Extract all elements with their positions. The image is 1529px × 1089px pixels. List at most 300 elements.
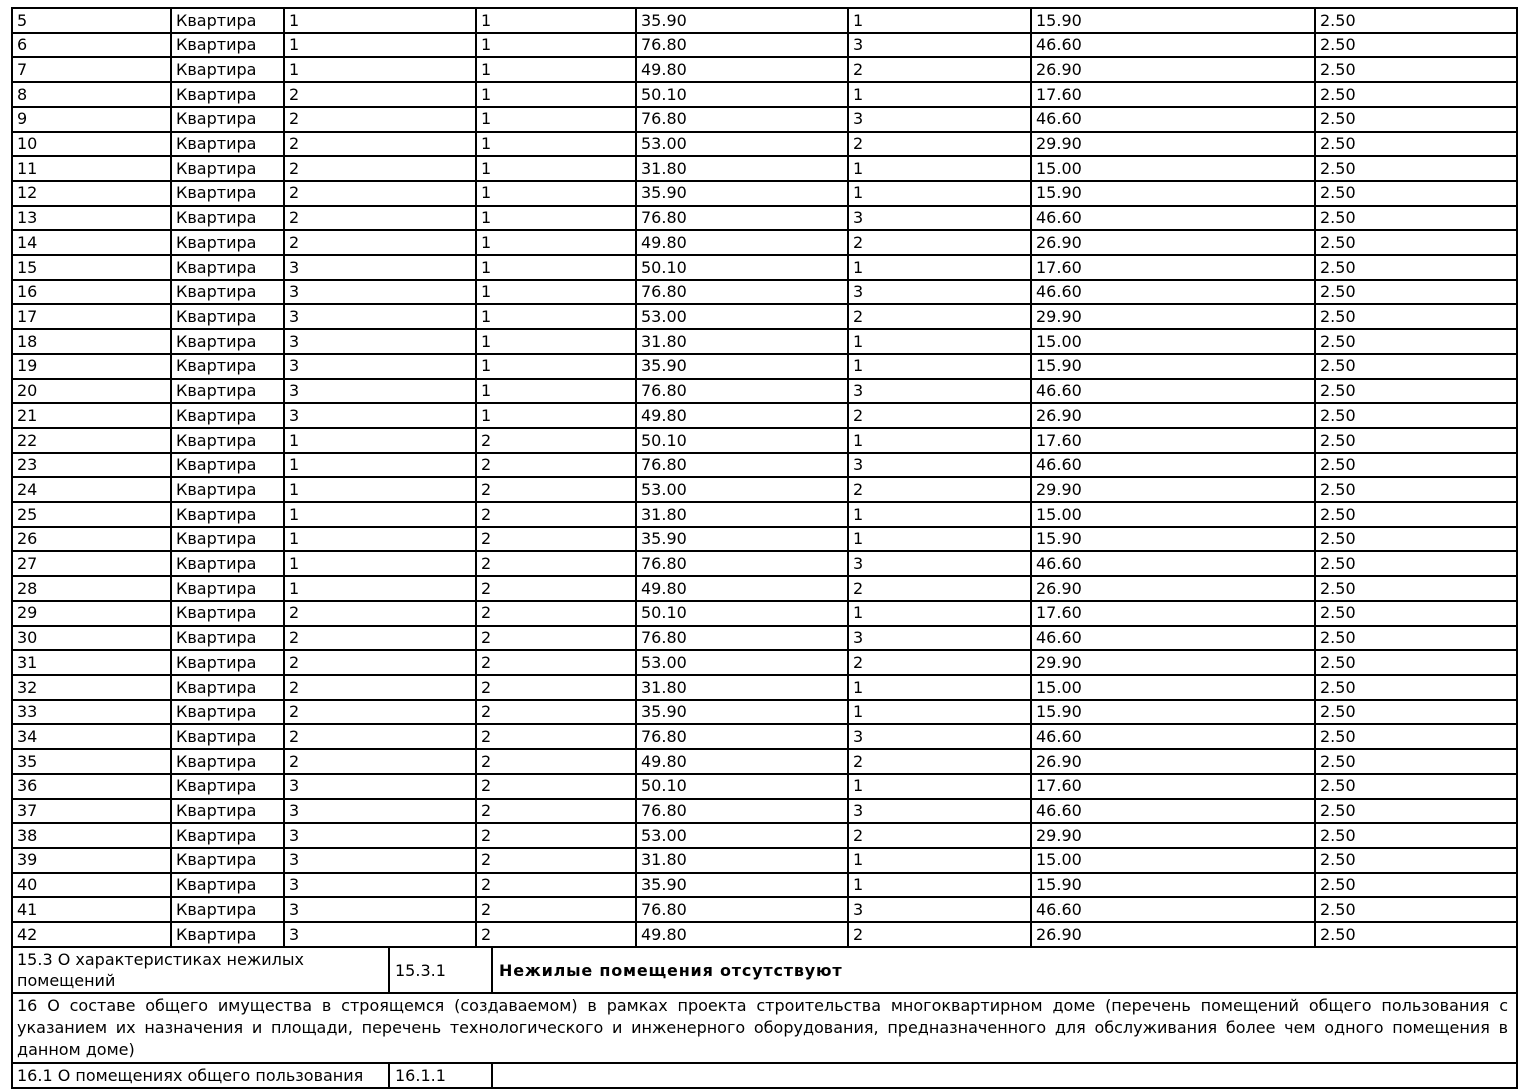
apartments-table bbox=[11, 7, 1518, 948]
cell-floor: 2 bbox=[284, 724, 476, 749]
table-row bbox=[12, 601, 1517, 626]
table-row bbox=[12, 82, 1517, 107]
cell-living: 46.60 bbox=[1031, 379, 1315, 404]
cell-entrance: 1 bbox=[476, 8, 636, 33]
cell-entrance: 1 bbox=[476, 33, 636, 58]
cell-n: 18 bbox=[12, 329, 171, 354]
cell-n: 30 bbox=[12, 626, 171, 651]
cell-entrance: 1 bbox=[476, 230, 636, 255]
cell-area: 53.00 bbox=[636, 304, 848, 329]
cell-height: 2.50 bbox=[1315, 502, 1517, 527]
cell-type: Квартира bbox=[171, 873, 284, 898]
cell-height: 2.50 bbox=[1315, 576, 1517, 601]
cell-entrance: 2 bbox=[476, 527, 636, 552]
cell-n: 21 bbox=[12, 403, 171, 428]
cell-n: 42 bbox=[12, 922, 171, 947]
table-row bbox=[12, 354, 1517, 379]
cell-type: Квартира bbox=[171, 354, 284, 379]
cell-rooms: 1 bbox=[848, 8, 1031, 33]
section-16-row bbox=[12, 993, 1517, 1063]
cell-entrance: 2 bbox=[476, 848, 636, 873]
cell-floor: 2 bbox=[284, 230, 476, 255]
cell-living: 46.60 bbox=[1031, 206, 1315, 231]
cell-floor: 3 bbox=[284, 873, 476, 898]
cell-floor: 3 bbox=[284, 354, 476, 379]
cell-height: 2.50 bbox=[1315, 206, 1517, 231]
table-row bbox=[12, 502, 1517, 527]
table-row bbox=[12, 527, 1517, 552]
cell-rooms: 3 bbox=[848, 724, 1031, 749]
cell-entrance: 2 bbox=[476, 650, 636, 675]
cell-n: 38 bbox=[12, 823, 171, 848]
cell-n: 34 bbox=[12, 724, 171, 749]
cell-type: Квартира bbox=[171, 181, 284, 206]
cell-floor: 2 bbox=[284, 156, 476, 181]
cell-rooms: 1 bbox=[848, 774, 1031, 799]
cell-type: Квартира bbox=[171, 453, 284, 478]
cell-floor: 1 bbox=[284, 551, 476, 576]
cell-entrance: 1 bbox=[476, 82, 636, 107]
cell-height: 2.50 bbox=[1315, 304, 1517, 329]
cell-entrance: 2 bbox=[476, 576, 636, 601]
cell-type: Квартира bbox=[171, 502, 284, 527]
cell-living: 29.90 bbox=[1031, 477, 1315, 502]
cell-rooms: 2 bbox=[848, 403, 1031, 428]
cell-floor: 3 bbox=[284, 255, 476, 280]
cell-entrance: 1 bbox=[476, 379, 636, 404]
table-row bbox=[12, 132, 1517, 157]
cell-rooms: 2 bbox=[848, 57, 1031, 82]
table-row bbox=[12, 230, 1517, 255]
cell-area: 50.10 bbox=[636, 428, 848, 453]
section-15-3-code: 15.3.1 bbox=[389, 947, 492, 993]
cell-height: 2.50 bbox=[1315, 403, 1517, 428]
cell-type: Квартира bbox=[171, 897, 284, 922]
cell-rooms: 2 bbox=[848, 922, 1031, 947]
cell-type: Квартира bbox=[171, 33, 284, 58]
cell-living: 15.00 bbox=[1031, 502, 1315, 527]
cell-area: 49.80 bbox=[636, 922, 848, 947]
cell-type: Квартира bbox=[171, 601, 284, 626]
cell-type: Квартира bbox=[171, 8, 284, 33]
table-row bbox=[12, 304, 1517, 329]
cell-rooms: 1 bbox=[848, 527, 1031, 552]
cell-floor: 3 bbox=[284, 774, 476, 799]
cell-rooms: 1 bbox=[848, 848, 1031, 873]
cell-living: 17.60 bbox=[1031, 82, 1315, 107]
cell-floor: 1 bbox=[284, 527, 476, 552]
table-row bbox=[12, 823, 1517, 848]
cell-n: 26 bbox=[12, 527, 171, 552]
cell-living: 15.90 bbox=[1031, 527, 1315, 552]
cell-rooms: 2 bbox=[848, 230, 1031, 255]
cell-floor: 2 bbox=[284, 749, 476, 774]
cell-type: Квартира bbox=[171, 650, 284, 675]
cell-floor: 2 bbox=[284, 206, 476, 231]
cell-area: 50.10 bbox=[636, 82, 848, 107]
section-16-1-label: 16.1 О помещениях общего пользования bbox=[12, 1063, 389, 1088]
cell-rooms: 1 bbox=[848, 156, 1031, 181]
cell-floor: 3 bbox=[284, 897, 476, 922]
cell-living: 15.00 bbox=[1031, 848, 1315, 873]
cell-height: 2.50 bbox=[1315, 799, 1517, 824]
cell-rooms: 3 bbox=[848, 626, 1031, 651]
table-row bbox=[12, 156, 1517, 181]
table-row bbox=[12, 379, 1517, 404]
cell-entrance: 2 bbox=[476, 477, 636, 502]
table-row bbox=[12, 749, 1517, 774]
cell-area: 53.00 bbox=[636, 132, 848, 157]
cell-floor: 3 bbox=[284, 848, 476, 873]
table-row bbox=[12, 848, 1517, 873]
cell-type: Квартира bbox=[171, 156, 284, 181]
cell-n: 7 bbox=[12, 57, 171, 82]
cell-type: Квартира bbox=[171, 230, 284, 255]
cell-type: Квартира bbox=[171, 626, 284, 651]
cell-n: 23 bbox=[12, 453, 171, 478]
cell-area: 50.10 bbox=[636, 255, 848, 280]
cell-n: 25 bbox=[12, 502, 171, 527]
table-row bbox=[12, 799, 1517, 824]
cell-type: Квартира bbox=[171, 848, 284, 873]
cell-height: 2.50 bbox=[1315, 156, 1517, 181]
cell-rooms: 1 bbox=[848, 873, 1031, 898]
cell-area: 31.80 bbox=[636, 675, 848, 700]
cell-n: 8 bbox=[12, 82, 171, 107]
table-row bbox=[12, 453, 1517, 478]
cell-type: Квартира bbox=[171, 428, 284, 453]
cell-height: 2.50 bbox=[1315, 379, 1517, 404]
cell-height: 2.50 bbox=[1315, 428, 1517, 453]
cell-n: 19 bbox=[12, 354, 171, 379]
cell-n: 6 bbox=[12, 33, 171, 58]
cell-rooms: 1 bbox=[848, 354, 1031, 379]
cell-height: 2.50 bbox=[1315, 724, 1517, 749]
cell-area: 49.80 bbox=[636, 576, 848, 601]
cell-type: Квартира bbox=[171, 527, 284, 552]
cell-floor: 2 bbox=[284, 675, 476, 700]
cell-type: Квартира bbox=[171, 280, 284, 305]
cell-type: Квартира bbox=[171, 107, 284, 132]
cell-rooms: 3 bbox=[848, 107, 1031, 132]
cell-n: 22 bbox=[12, 428, 171, 453]
cell-height: 2.50 bbox=[1315, 823, 1517, 848]
cell-living: 26.90 bbox=[1031, 57, 1315, 82]
cell-height: 2.50 bbox=[1315, 82, 1517, 107]
cell-rooms: 3 bbox=[848, 897, 1031, 922]
cell-area: 31.80 bbox=[636, 502, 848, 527]
cell-entrance: 2 bbox=[476, 428, 636, 453]
cell-area: 31.80 bbox=[636, 848, 848, 873]
document-page bbox=[11, 7, 1518, 1089]
cell-height: 2.50 bbox=[1315, 626, 1517, 651]
cell-area: 76.80 bbox=[636, 724, 848, 749]
cell-floor: 2 bbox=[284, 82, 476, 107]
cell-area: 76.80 bbox=[636, 799, 848, 824]
table-row bbox=[12, 8, 1517, 33]
cell-rooms: 2 bbox=[848, 132, 1031, 157]
cell-rooms: 3 bbox=[848, 799, 1031, 824]
cell-living: 15.90 bbox=[1031, 8, 1315, 33]
cell-rooms: 2 bbox=[848, 749, 1031, 774]
table-row bbox=[12, 280, 1517, 305]
cell-n: 11 bbox=[12, 156, 171, 181]
cell-height: 2.50 bbox=[1315, 8, 1517, 33]
cell-type: Квартира bbox=[171, 379, 284, 404]
cell-n: 29 bbox=[12, 601, 171, 626]
cell-floor: 1 bbox=[284, 477, 476, 502]
table-row bbox=[12, 774, 1517, 799]
cell-floor: 1 bbox=[284, 453, 476, 478]
section-15-3-row bbox=[12, 947, 1517, 993]
cell-type: Квартира bbox=[171, 255, 284, 280]
cell-area: 35.90 bbox=[636, 8, 848, 33]
cell-n: 20 bbox=[12, 379, 171, 404]
cell-entrance: 1 bbox=[476, 329, 636, 354]
cell-floor: 2 bbox=[284, 601, 476, 626]
cell-n: 13 bbox=[12, 206, 171, 231]
cell-floor: 3 bbox=[284, 403, 476, 428]
cell-floor: 2 bbox=[284, 626, 476, 651]
cell-entrance: 2 bbox=[476, 700, 636, 725]
table-row bbox=[12, 551, 1517, 576]
cell-area: 53.00 bbox=[636, 477, 848, 502]
cell-floor: 2 bbox=[284, 700, 476, 725]
cell-area: 76.80 bbox=[636, 551, 848, 576]
cell-entrance: 2 bbox=[476, 626, 636, 651]
cell-living: 29.90 bbox=[1031, 650, 1315, 675]
cell-area: 49.80 bbox=[636, 230, 848, 255]
cell-n: 27 bbox=[12, 551, 171, 576]
cell-rooms: 3 bbox=[848, 206, 1031, 231]
cell-entrance: 1 bbox=[476, 354, 636, 379]
table-row bbox=[12, 181, 1517, 206]
cell-living: 17.60 bbox=[1031, 601, 1315, 626]
cell-living: 46.60 bbox=[1031, 107, 1315, 132]
cell-n: 24 bbox=[12, 477, 171, 502]
cell-rooms: 2 bbox=[848, 477, 1031, 502]
cell-living: 26.90 bbox=[1031, 403, 1315, 428]
table-row bbox=[12, 675, 1517, 700]
table-row bbox=[12, 922, 1517, 947]
cell-type: Квартира bbox=[171, 82, 284, 107]
cell-height: 2.50 bbox=[1315, 230, 1517, 255]
section-15-3-label: 15.3 О характеристиках нежилых помещений bbox=[12, 947, 389, 993]
cell-entrance: 1 bbox=[476, 132, 636, 157]
cell-rooms: 1 bbox=[848, 601, 1031, 626]
cell-living: 46.60 bbox=[1031, 897, 1315, 922]
table-row bbox=[12, 255, 1517, 280]
cell-living: 46.60 bbox=[1031, 551, 1315, 576]
cell-entrance: 1 bbox=[476, 57, 636, 82]
cell-entrance: 1 bbox=[476, 304, 636, 329]
cell-floor: 3 bbox=[284, 280, 476, 305]
table-row bbox=[12, 206, 1517, 231]
cell-floor: 3 bbox=[284, 922, 476, 947]
cell-living: 29.90 bbox=[1031, 132, 1315, 157]
cell-height: 2.50 bbox=[1315, 873, 1517, 898]
cell-living: 26.90 bbox=[1031, 922, 1315, 947]
cell-entrance: 2 bbox=[476, 823, 636, 848]
cell-living: 17.60 bbox=[1031, 428, 1315, 453]
table-row bbox=[12, 626, 1517, 651]
cell-living: 26.90 bbox=[1031, 230, 1315, 255]
cell-n: 12 bbox=[12, 181, 171, 206]
cell-height: 2.50 bbox=[1315, 551, 1517, 576]
section-16-1-value bbox=[492, 1063, 1517, 1088]
cell-entrance: 2 bbox=[476, 675, 636, 700]
cell-living: 15.00 bbox=[1031, 329, 1315, 354]
cell-height: 2.50 bbox=[1315, 675, 1517, 700]
cell-rooms: 1 bbox=[848, 181, 1031, 206]
cell-height: 2.50 bbox=[1315, 922, 1517, 947]
cell-entrance: 2 bbox=[476, 749, 636, 774]
cell-area: 49.80 bbox=[636, 403, 848, 428]
cell-floor: 3 bbox=[284, 329, 476, 354]
cell-n: 28 bbox=[12, 576, 171, 601]
cell-area: 35.90 bbox=[636, 700, 848, 725]
cell-rooms: 1 bbox=[848, 502, 1031, 527]
cell-area: 49.80 bbox=[636, 749, 848, 774]
cell-living: 17.60 bbox=[1031, 774, 1315, 799]
cell-entrance: 1 bbox=[476, 280, 636, 305]
cell-area: 35.90 bbox=[636, 873, 848, 898]
cell-rooms: 3 bbox=[848, 551, 1031, 576]
cell-rooms: 1 bbox=[848, 675, 1031, 700]
cell-living: 15.90 bbox=[1031, 873, 1315, 898]
cell-living: 29.90 bbox=[1031, 823, 1315, 848]
cell-living: 46.60 bbox=[1031, 453, 1315, 478]
cell-rooms: 1 bbox=[848, 329, 1031, 354]
cell-living: 46.60 bbox=[1031, 799, 1315, 824]
cell-entrance: 2 bbox=[476, 922, 636, 947]
cell-type: Квартира bbox=[171, 675, 284, 700]
cell-rooms: 3 bbox=[848, 280, 1031, 305]
cell-type: Квартира bbox=[171, 329, 284, 354]
cell-rooms: 2 bbox=[848, 650, 1031, 675]
cell-floor: 1 bbox=[284, 8, 476, 33]
cell-area: 76.80 bbox=[636, 453, 848, 478]
cell-entrance: 2 bbox=[476, 601, 636, 626]
cell-area: 76.80 bbox=[636, 33, 848, 58]
table-row bbox=[12, 576, 1517, 601]
cell-type: Квартира bbox=[171, 724, 284, 749]
cell-height: 2.50 bbox=[1315, 33, 1517, 58]
cell-rooms: 2 bbox=[848, 576, 1031, 601]
cell-area: 76.80 bbox=[636, 379, 848, 404]
apartments-table-body bbox=[12, 8, 1517, 947]
table-row bbox=[12, 897, 1517, 922]
section-16-1-row bbox=[12, 1063, 1517, 1088]
cell-floor: 3 bbox=[284, 799, 476, 824]
cell-height: 2.50 bbox=[1315, 527, 1517, 552]
cell-type: Квартира bbox=[171, 576, 284, 601]
cell-entrance: 1 bbox=[476, 255, 636, 280]
sections-table bbox=[11, 946, 1518, 1089]
cell-entrance: 2 bbox=[476, 724, 636, 749]
cell-living: 26.90 bbox=[1031, 576, 1315, 601]
cell-entrance: 1 bbox=[476, 156, 636, 181]
cell-n: 10 bbox=[12, 132, 171, 157]
cell-floor: 2 bbox=[284, 132, 476, 157]
cell-living: 17.60 bbox=[1031, 255, 1315, 280]
cell-type: Квартира bbox=[171, 749, 284, 774]
cell-type: Квартира bbox=[171, 799, 284, 824]
cell-rooms: 1 bbox=[848, 700, 1031, 725]
cell-type: Квартира bbox=[171, 551, 284, 576]
cell-type: Квартира bbox=[171, 774, 284, 799]
cell-area: 76.80 bbox=[636, 107, 848, 132]
cell-n: 41 bbox=[12, 897, 171, 922]
section-15-3-value: Нежилые помещения отсутствуют bbox=[492, 947, 1517, 993]
cell-type: Квартира bbox=[171, 700, 284, 725]
cell-floor: 1 bbox=[284, 576, 476, 601]
cell-living: 15.90 bbox=[1031, 354, 1315, 379]
cell-type: Квартира bbox=[171, 477, 284, 502]
cell-n: 16 bbox=[12, 280, 171, 305]
cell-height: 2.50 bbox=[1315, 848, 1517, 873]
cell-entrance: 2 bbox=[476, 774, 636, 799]
section-16-text: 16 О составе общего имущества в строящемся (создаваемом) в рамках проекта строительства многоквартирном доме (перечень помещений общего пользования с указанием их назначения и площади, перечень технологического и инженерного оборудования, предназначенного для обслуживания более чем одного помещения в данном доме) bbox=[12, 993, 1517, 1063]
cell-n: 32 bbox=[12, 675, 171, 700]
cell-floor: 1 bbox=[284, 57, 476, 82]
cell-height: 2.50 bbox=[1315, 774, 1517, 799]
cell-rooms: 3 bbox=[848, 453, 1031, 478]
cell-area: 76.80 bbox=[636, 897, 848, 922]
table-row bbox=[12, 329, 1517, 354]
cell-floor: 2 bbox=[284, 181, 476, 206]
cell-height: 2.50 bbox=[1315, 650, 1517, 675]
cell-living: 46.60 bbox=[1031, 626, 1315, 651]
cell-living: 26.90 bbox=[1031, 749, 1315, 774]
table-row bbox=[12, 107, 1517, 132]
table-row bbox=[12, 57, 1517, 82]
cell-height: 2.50 bbox=[1315, 601, 1517, 626]
cell-area: 31.80 bbox=[636, 329, 848, 354]
cell-floor: 3 bbox=[284, 379, 476, 404]
cell-height: 2.50 bbox=[1315, 57, 1517, 82]
cell-type: Квартира bbox=[171, 206, 284, 231]
cell-type: Квартира bbox=[171, 57, 284, 82]
cell-rooms: 3 bbox=[848, 379, 1031, 404]
cell-type: Квартира bbox=[171, 823, 284, 848]
cell-n: 14 bbox=[12, 230, 171, 255]
cell-living: 46.60 bbox=[1031, 724, 1315, 749]
cell-floor: 2 bbox=[284, 107, 476, 132]
cell-floor: 3 bbox=[284, 823, 476, 848]
cell-area: 76.80 bbox=[636, 280, 848, 305]
cell-height: 2.50 bbox=[1315, 255, 1517, 280]
cell-area: 31.80 bbox=[636, 156, 848, 181]
cell-type: Квартира bbox=[171, 403, 284, 428]
cell-floor: 1 bbox=[284, 33, 476, 58]
cell-living: 46.60 bbox=[1031, 280, 1315, 305]
cell-rooms: 2 bbox=[848, 823, 1031, 848]
table-row bbox=[12, 403, 1517, 428]
cell-height: 2.50 bbox=[1315, 132, 1517, 157]
cell-area: 53.00 bbox=[636, 650, 848, 675]
table-row bbox=[12, 724, 1517, 749]
cell-n: 36 bbox=[12, 774, 171, 799]
cell-n: 17 bbox=[12, 304, 171, 329]
cell-height: 2.50 bbox=[1315, 453, 1517, 478]
cell-rooms: 1 bbox=[848, 428, 1031, 453]
cell-area: 35.90 bbox=[636, 527, 848, 552]
cell-floor: 1 bbox=[284, 428, 476, 453]
cell-floor: 3 bbox=[284, 304, 476, 329]
cell-height: 2.50 bbox=[1315, 897, 1517, 922]
cell-area: 50.10 bbox=[636, 601, 848, 626]
